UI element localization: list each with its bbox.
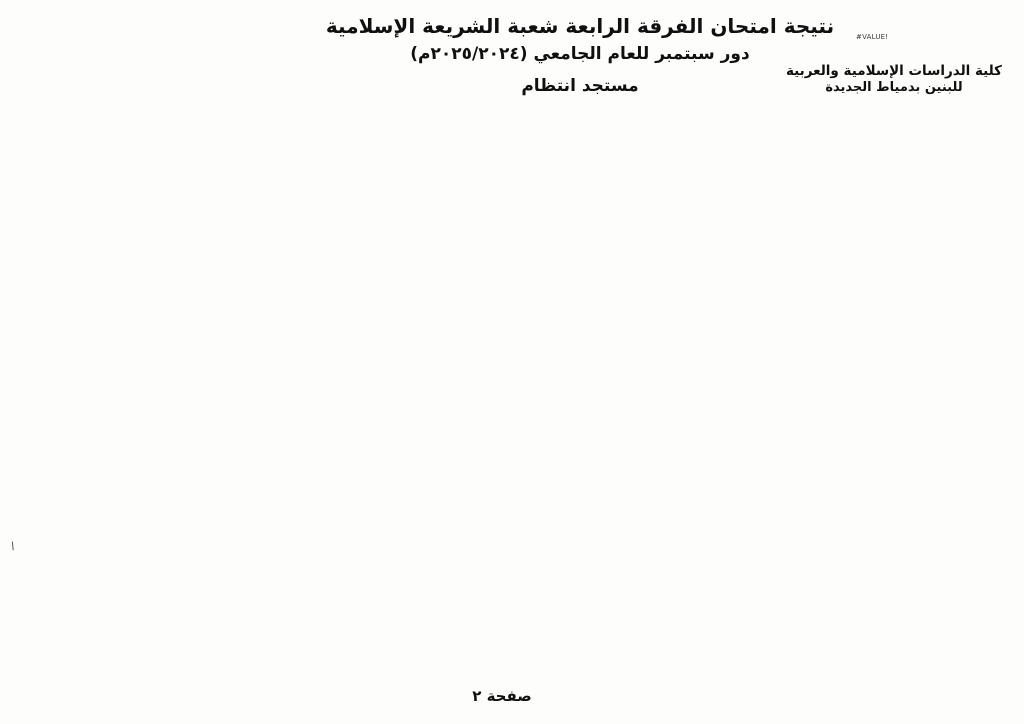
page-subtitle [320,42,840,68]
college-block [778,62,1010,95]
results-table [45,103,1000,678]
stray-pen-mark: \ [9,540,16,553]
results-tbody [45,103,1000,678]
document-header [320,12,840,96]
academic-year: (٢٠٢٥/٢٠٢٤م) [410,44,528,64]
page-number: صفحة ٢ [472,687,532,705]
spreadsheet-value-error: #VALUE! [856,33,889,41]
college-name: كلية الدراسات الإسلامية والعربية [785,63,1003,79]
session-text: دور سبتمبر للعام الجامعي [533,44,750,64]
page-title: نتيجة امتحان الفرقة الرابعة شعبة الشريعة الإسلامية [325,14,835,38]
enrollment-type: مستجد انتظام [521,75,639,96]
column-widths [45,103,1000,678]
college-branch: للبنين بدمياط الجديدة [825,80,963,96]
